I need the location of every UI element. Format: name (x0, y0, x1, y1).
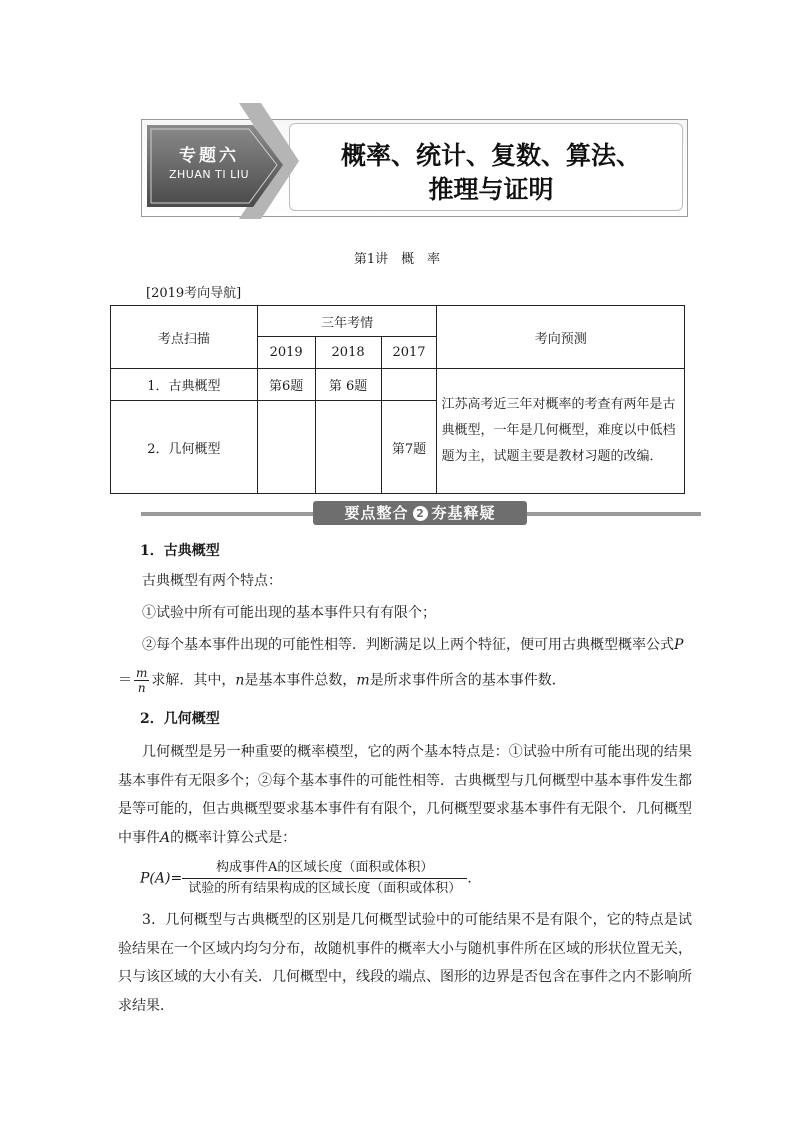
chapter-title (301, 139, 681, 207)
paragraph: 古典概型有两个特点： (142, 573, 282, 589)
paragraph (118, 666, 692, 695)
topic-cell: 2．几何概型 (111, 401, 258, 494)
heading-geometric-probability: 2．几何概型 (140, 711, 220, 727)
paragraph (118, 632, 692, 660)
formula-lhs: P(A)= (140, 870, 183, 887)
year-cell: 第7题 (381, 401, 437, 494)
paragraph-text: 的概率计算公式是： (170, 829, 297, 846)
lecture-title: 第1讲 概 率 (353, 252, 441, 267)
formula (140, 858, 714, 899)
chapter-title-line-1: 概率、统计、复数、算法、 (340, 141, 641, 170)
equals-sign: ＝ (118, 672, 132, 689)
year-cell (315, 401, 381, 494)
paragraph: 3．几何概型与古典概型的区别是几何概型试验中的可能结果不是有限个，它的特点是试验结果在一个区域内均匀分布，故随机事件的概率大小与随机事件所在区域的形状位置无关，只与该区域的大小有关．几何概型中，线段的端点、图形的边界是否包含在事件之内不影响所求结果． (118, 912, 692, 1014)
paragraph (118, 738, 692, 852)
fraction-denominator: n (137, 681, 146, 695)
banner-label-chinese: 专题六 (179, 146, 239, 166)
paragraph-text: 求解．其中， (151, 672, 236, 689)
paragraph: ①试验中所有可能出现的基本事件只有有限个； (142, 605, 436, 621)
paragraph-text: ②每个基本事件出现的可能性相等．判断满足以上两个特征，便可用古典概型概率公式 (142, 637, 674, 653)
formula-numerator: 构成事件A的区域长度（面积或体积） (182, 858, 467, 879)
prediction-cell: 江苏高考近三年对概率的考查有两年是古典概型，一年是几何概型，难度以中低档题为主，试题主要是教材习题的改编． (437, 369, 685, 494)
banner-label (159, 141, 259, 181)
section-heading-left: 要点整合 (344, 504, 409, 522)
variable-m: m (356, 672, 370, 689)
table-row (111, 369, 685, 401)
chapter-title-line-2: 推理与证明 (428, 175, 554, 204)
section-heading-right: 夯基释疑 (431, 504, 496, 522)
fraction-m-over-n (134, 666, 149, 695)
variable-p: P (674, 637, 684, 653)
header-year-2017: 2017 (381, 337, 437, 369)
header-year-2018: 2018 (315, 337, 381, 369)
header-topic: 考点扫描 (111, 306, 258, 369)
formula-fraction (182, 858, 467, 899)
exam-overview-table (110, 305, 685, 494)
section-number-icon: 2 (413, 506, 428, 521)
banner-label-pinyin: ZHUAN TI LIU (169, 168, 249, 181)
paragraph-text: 是基本事件总数， (244, 672, 357, 689)
header-prediction: 考向预测 (437, 306, 685, 369)
topic-cell: 1．古典概型 (111, 369, 258, 401)
paragraph-text: 是所求事件所含的基本事件数． (369, 672, 566, 689)
guide-label: [2019考向导航] (146, 286, 242, 301)
header-three-years: 三年考情 (257, 306, 437, 337)
section-divider (141, 500, 701, 528)
year-cell: 第 6题 (315, 369, 381, 401)
year-cell: 第6题 (257, 369, 315, 401)
header-year-2019: 2019 (257, 337, 315, 369)
section-heading (313, 501, 527, 525)
variable-n: n (235, 672, 245, 689)
heading-classical-probability: 1．古典概型 (140, 543, 220, 559)
fraction-numerator: m (136, 666, 148, 680)
year-cell (257, 401, 315, 494)
variable-a: A (160, 829, 171, 846)
formula-end: . (467, 870, 472, 887)
formula-denominator: 试验的所有结果构成的区域长度（面积或体积） (188, 881, 462, 896)
year-cell (381, 369, 437, 401)
chapter-banner (141, 103, 686, 221)
paragraph-text: 几何概型是另一种重要的概率模型，它的两个基本特点是：①试验中所有可能出现的结果基本事件有无限多个；②每个基本事件的可能性相等．古典概型与几何概型中基本事件发生都是等可能的，但古典概型要求基本事件有有限个，几何概型要求基本事件有无限个．几何概型中事件 (118, 744, 692, 846)
table-header-row (111, 306, 685, 337)
